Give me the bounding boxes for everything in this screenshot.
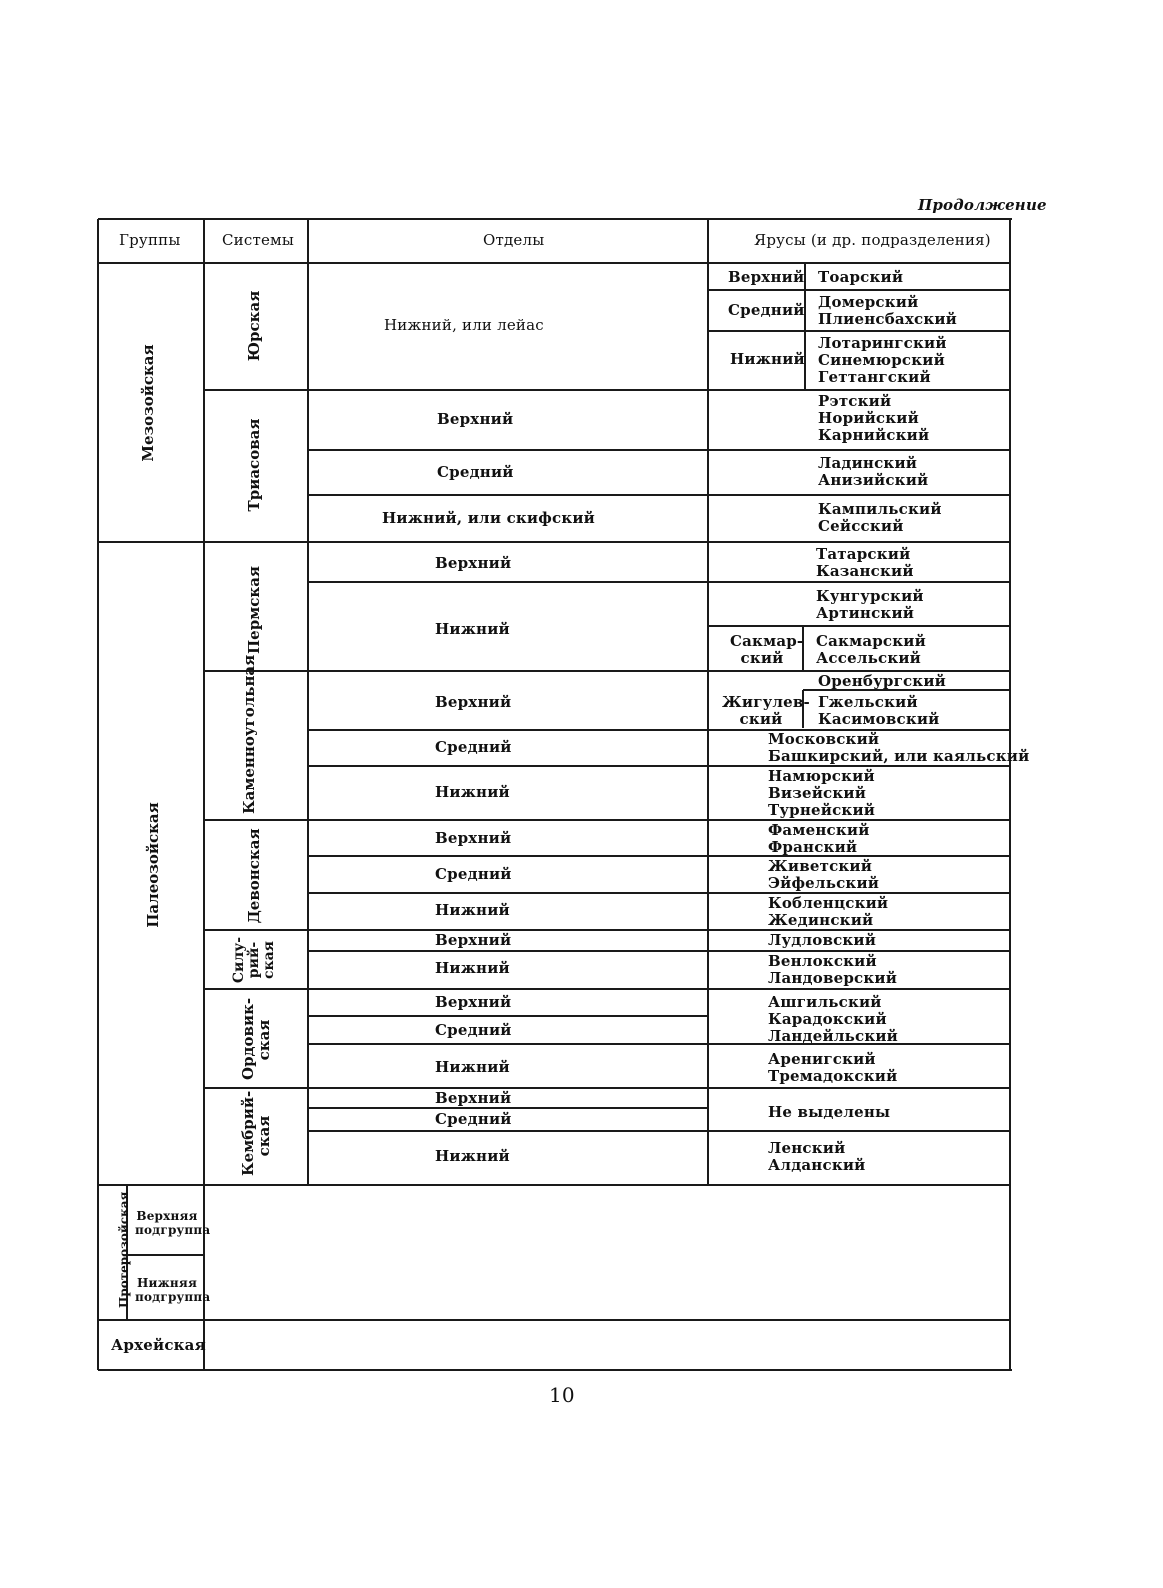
system-silurian: Силу- рий- ская xyxy=(231,936,277,984)
group-proterozoic: Протерозойская xyxy=(117,1191,131,1308)
carboniferous-stages-middle: Московский Башкирский, или каяльский xyxy=(768,730,1030,765)
permian-lower: Нижний xyxy=(435,620,510,638)
carboniferous-middle: Средний xyxy=(435,738,512,756)
cambrian-stages-lower: Ленский Алданский xyxy=(768,1139,866,1174)
silurian-stages-lower: Венлокский Ландоверский xyxy=(768,952,898,987)
group-mesozoic: Мезозойская xyxy=(139,344,157,462)
header-systems: Системы xyxy=(222,231,295,249)
ordovician-middle: Средний xyxy=(435,1021,512,1039)
proterozoic-lower-subgroup: Нижняя подгруппа xyxy=(135,1276,211,1304)
silurian-lower: Нижний xyxy=(435,959,510,977)
triassic-stages-lower: Кампильский Сейсский xyxy=(818,500,942,535)
ordovician-stages-lower: Аренигский Тремадокский xyxy=(768,1050,898,1085)
jurassic-stages-middle: Домерский Плиенсбахский xyxy=(818,293,958,328)
ordovician-lower: Нижний xyxy=(435,1058,510,1076)
devonian-stages-upper: Фаменский Франский xyxy=(768,821,870,856)
cambrian-stages-upper-middle: Не выделены xyxy=(768,1103,891,1121)
ordovician-upper: Верхний xyxy=(435,993,512,1011)
permian-sakmar-sub: Сакмар- ский xyxy=(730,632,804,667)
devonian-middle: Средний xyxy=(435,865,512,883)
system-carboniferous: Каменноугольная xyxy=(240,654,258,814)
devonian-stages-lower: Кобленцский Жединский xyxy=(768,894,889,929)
group-paleozoic: Палеозойская xyxy=(144,802,162,928)
system-devonian: Девонская xyxy=(245,828,263,924)
continuation-label: Продолжение xyxy=(918,196,1047,214)
header-series: Отделы xyxy=(483,231,545,249)
permian-stages-upper: Татарский Казанский xyxy=(816,545,914,580)
ordovician-stages-upper-middle: Ашгильский Карадокский Ландейльский xyxy=(768,993,899,1045)
group-archean: Архейская xyxy=(111,1336,206,1354)
carboniferous-lower: Нижний xyxy=(435,783,510,801)
carboniferous-stage-orenburg: Оренбургский xyxy=(818,672,946,690)
system-ordovician: Ордовик- ская xyxy=(239,997,273,1080)
permian-stages-lower: Кунгурский Артинский xyxy=(816,587,924,622)
system-jurassic: Юрская xyxy=(245,290,263,362)
system-triassic: Триасовая xyxy=(245,418,263,512)
header-groups: Группы xyxy=(119,231,181,249)
jurassic-sub-middle: Средний xyxy=(728,301,805,319)
cambrian-lower: Нижний xyxy=(435,1147,510,1165)
carboniferous-stages-zhiguli: Гжельский Касимовский xyxy=(818,693,940,728)
proterozoic-upper-subgroup: Верхняя подгруппа xyxy=(135,1209,211,1237)
devonian-lower: Нижний xyxy=(435,901,510,919)
triassic-upper: Верхний xyxy=(437,410,514,428)
triassic-stages-middle: Ладинский Анизийский xyxy=(818,454,929,489)
jurassic-sub-upper: Верхний xyxy=(728,268,805,286)
cambrian-upper: Верхний xyxy=(435,1089,512,1107)
system-cambrian: Кембрий- ская xyxy=(239,1090,273,1176)
cambrian-middle: Средний xyxy=(435,1110,512,1128)
header-stages: Ярусы (и др. подразделения) xyxy=(754,231,991,249)
system-permian: Пермская xyxy=(245,566,263,654)
jurassic-series: Нижний, или лейас xyxy=(384,316,544,334)
carboniferous-upper: Верхний xyxy=(435,693,512,711)
devonian-upper: Верхний xyxy=(435,829,512,847)
permian-upper: Верхний xyxy=(435,554,512,572)
carboniferous-zhiguli-sub: Жигулев- ский xyxy=(722,693,810,728)
jurassic-stage-upper: Тоарский xyxy=(818,268,904,286)
carboniferous-stages-lower: Намюрский Визейский Турнейский xyxy=(768,767,876,819)
page-number: 10 xyxy=(549,1383,575,1407)
triassic-middle: Средний xyxy=(437,463,514,481)
jurassic-stages-lower: Лотарингский Синемюрский Геттангский xyxy=(818,334,947,386)
devonian-stages-middle: Живетский Эйфельский xyxy=(768,857,880,892)
jurassic-sub-lower: Нижний xyxy=(730,350,805,368)
triassic-stages-upper: Рэтский Норийский Карнийский xyxy=(818,392,930,444)
permian-stages-sakmar: Сакмарский Ассельский xyxy=(816,632,926,667)
silurian-stage-upper: Лудловский xyxy=(768,931,877,949)
triassic-lower: Нижний, или скифский xyxy=(382,509,596,527)
silurian-upper: Верхний xyxy=(435,931,512,949)
